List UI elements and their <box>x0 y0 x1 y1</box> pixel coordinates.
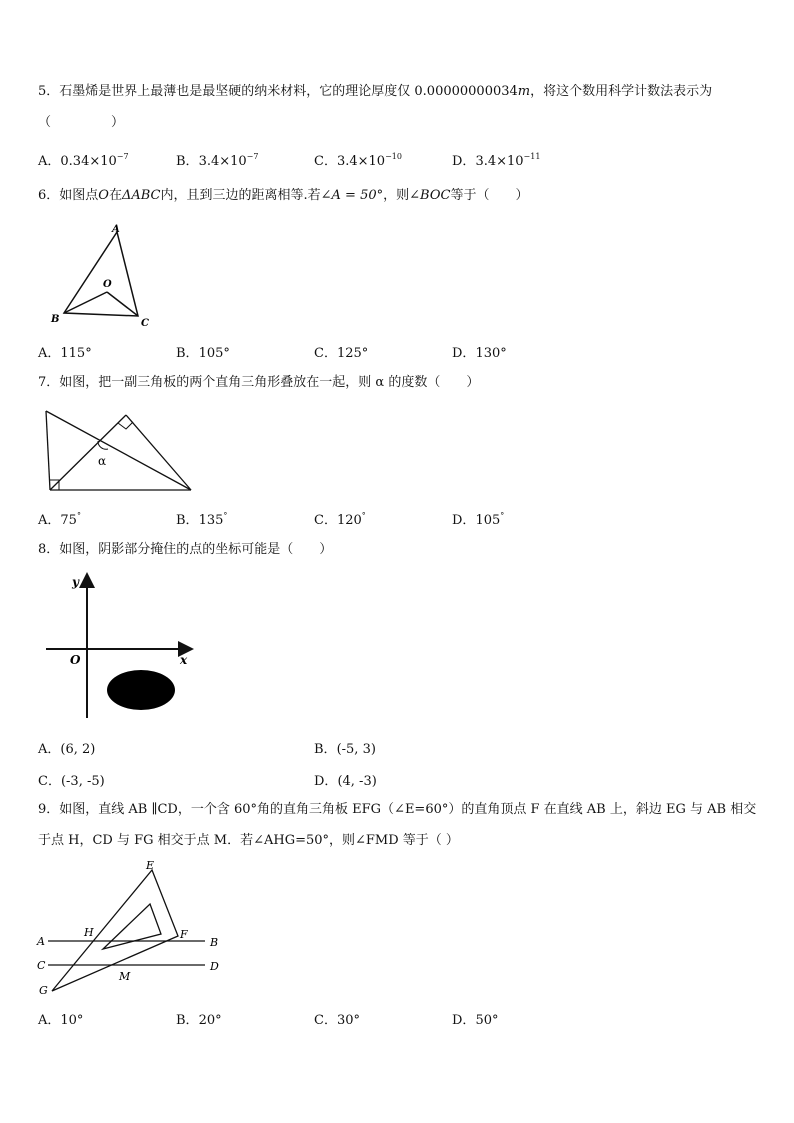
label-e: E <box>146 859 155 872</box>
question-8: 8．如图，阴影部分掩住的点的坐标可能是（ ） <box>38 542 333 557</box>
label-a: A <box>112 224 120 235</box>
q6-option-d[interactable]: D．130° <box>452 346 507 361</box>
q9-option-b[interactable]: B．20° <box>176 1013 222 1028</box>
q5-text-after: ，将这个数用科学计数法表示为 <box>530 84 713 99</box>
question-6: 6．如图点O在ΔABC内，且到三边的距离相等.若∠A = 50°，则∠BOC等于（ ） <box>38 188 529 203</box>
label-f: F <box>180 928 188 941</box>
y-label: y <box>72 575 79 589</box>
q5-option-b[interactable]: B．$3.4\times 10^{-7}$ <box>176 152 259 169</box>
q6-option-b[interactable]: B．105° <box>176 346 230 361</box>
q6-option-a[interactable]: A．115° <box>38 346 92 361</box>
question-5 <box>38 82 764 102</box>
q7-set-squares-figure <box>40 405 200 500</box>
label-g: G <box>39 984 48 997</box>
q5-unit: m <box>517 84 531 99</box>
q5-text: 5．石墨烯是世界上最薄也是最坚硬的纳米材料，它的理论厚度仅 0.00000000034 <box>38 84 518 99</box>
label-h: H <box>84 926 94 939</box>
q8-option-a[interactable]: A．(6, 2) <box>38 742 96 757</box>
q9-option-c[interactable]: C．30° <box>314 1013 360 1028</box>
q7-option-d[interactable]: D．105° <box>452 511 505 528</box>
q5-option-c[interactable]: C．$3.4\times 10^{-10}$ <box>314 152 402 169</box>
q7-option-b[interactable]: B．135° <box>176 511 228 528</box>
question-7: 7．如图，把一副三角板的两个直角三角形叠放在一起，则 α 的度数（ ） <box>38 375 480 390</box>
question-9-line2: 于点 H，CD 与 FG 相交于点 M．若∠AHG=50°，则∠FMD 等于（ ） <box>38 833 459 848</box>
q9-option-d[interactable]: D．50° <box>452 1013 499 1028</box>
origin-label: O <box>70 653 81 667</box>
q8-coordinate-figure <box>40 568 200 723</box>
q6-option-c[interactable]: C．125° <box>314 346 369 361</box>
label-c: C <box>141 318 149 329</box>
q8-option-d[interactable]: D．(4, -3) <box>314 774 377 789</box>
q7-option-a[interactable]: A．75° <box>38 511 81 528</box>
label-b: B <box>210 936 219 949</box>
paren-open: （ <box>38 115 52 130</box>
q9-parallel-lines-figure <box>30 858 230 1000</box>
x-label: x <box>180 653 188 667</box>
q5-option-a[interactable]: A．$0.34\times 10^{-7}$ <box>38 152 129 169</box>
q8-option-b[interactable]: B．(-5, 3) <box>314 742 376 757</box>
label-o: O <box>103 279 112 290</box>
label-a: A <box>37 935 45 948</box>
question-9-line1: 9．如图，直线 AB ∥CD，一个含 60°角的直角三角板 EFG（∠E=60°）的直角顶点 F 在直线 AB 上，斜边 EG 与 AB 相交 <box>38 802 757 817</box>
q5-answer-paren <box>38 113 764 133</box>
q6-triangle-figure <box>45 222 165 332</box>
label-b: B <box>51 314 60 325</box>
alpha-label: α <box>98 454 107 468</box>
paren-close: ） <box>111 115 125 130</box>
q5-option-d[interactable]: D．$3.4\times 10^{-11}$ <box>452 152 541 169</box>
q8-option-c[interactable]: C．(-3, -5) <box>38 774 105 789</box>
label-m: M <box>119 970 131 983</box>
label-c: C <box>37 959 46 972</box>
label-d: D <box>210 960 219 973</box>
q9-option-a[interactable]: A．10° <box>38 1013 84 1028</box>
q7-option-c[interactable]: C．120° <box>314 511 366 528</box>
shaded-ellipse <box>107 670 175 710</box>
